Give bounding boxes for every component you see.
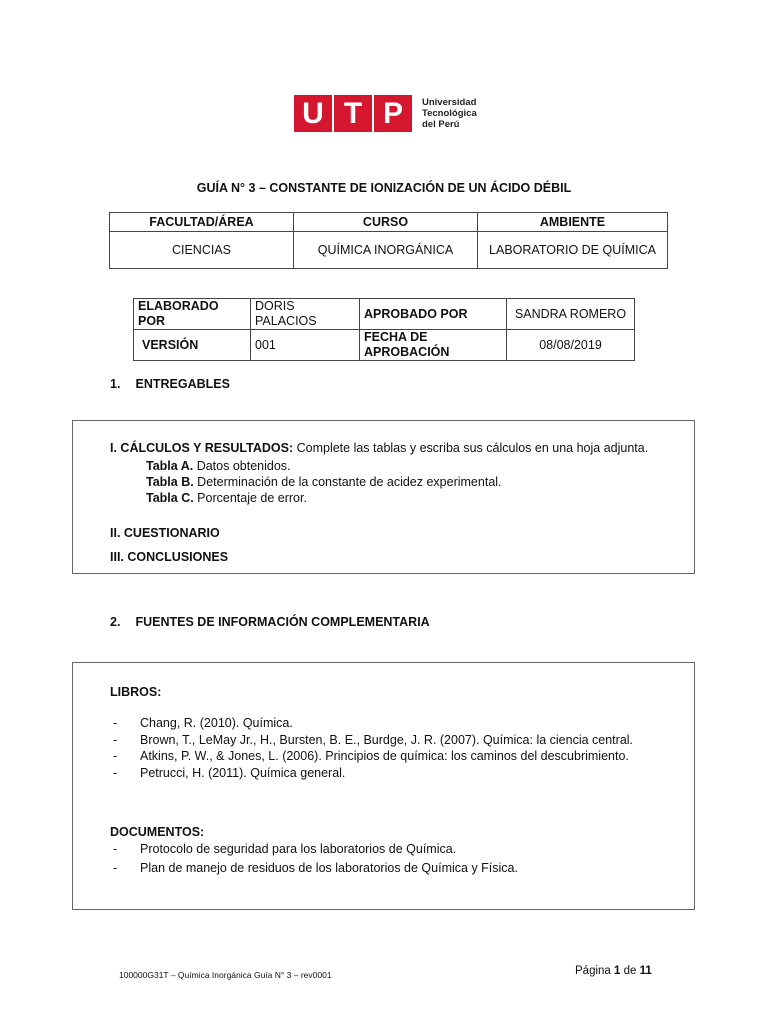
documento-text: Plan de manejo de residuos de los laboratorios de Química y Física.: [140, 861, 518, 875]
utp-logo: [294, 95, 477, 132]
version-row: [134, 330, 635, 361]
item-calculos-text: Complete las tablas y escriba sus cálculos en una hoja adjunta.: [293, 441, 649, 455]
value-curso: QUÍMICA INORGÁNICA: [294, 232, 478, 269]
logo-text: [422, 97, 477, 130]
tabla-c-item: [146, 491, 307, 505]
tabla-b-label: Tabla B.: [146, 475, 194, 489]
documentos-label: DOCUMENTOS:: [110, 825, 205, 839]
dash: -: [113, 733, 118, 747]
dash: -: [113, 716, 118, 730]
libros-label: LIBROS:: [110, 685, 162, 699]
section-title: FUENTES DE INFORMACIÓN COMPLEMENTARIA: [135, 615, 430, 629]
section-title: ENTREGABLES: [135, 377, 230, 391]
elaborado-label: ELABORADO POR: [134, 299, 251, 330]
section-fuentes-heading: [110, 615, 430, 629]
footer-page-number: [575, 965, 652, 977]
version-label-text: VERSIÓN: [142, 337, 199, 352]
libro-text: Atkins, P. W., & Jones, L. (2006). Principios de química: los caminos del descubrimiento.: [140, 749, 629, 763]
logo-text-line: del Perú: [422, 119, 460, 130]
tabla-b-item: [146, 475, 502, 489]
tabla-c-text: Porcentaje de error.: [193, 491, 307, 505]
fecha-label: FECHA DE APROBACIÓN: [360, 330, 507, 361]
logo-letter-p: P: [374, 95, 412, 132]
tabla-a-item: [146, 459, 291, 473]
libro-item: [113, 749, 629, 763]
value-facultad: CIENCIAS: [110, 232, 294, 269]
fecha-value: 08/08/2019: [507, 330, 635, 361]
section-number: 1.: [110, 377, 121, 391]
item-calculos-label: I. CÁLCULOS Y RESULTADOS:: [110, 441, 294, 455]
aprobado-value: SANDRA ROMERO: [507, 299, 635, 330]
version-label: [134, 330, 251, 361]
logo-letter-t: T: [334, 95, 372, 132]
libro-text: Chang, R. (2010). Química.: [140, 716, 293, 730]
tabla-c-label: Tabla C.: [146, 491, 194, 505]
documento-item: [113, 861, 518, 875]
libro-text: Brown, T., LeMay Jr., H., Bursten, B. E., Burdge, J. R. (2007). Química: la ciencia central.: [140, 733, 634, 747]
value-ambiente: LABORATORIO DE QUÍMICA: [478, 232, 668, 269]
version-value: 001: [251, 330, 360, 361]
tabla-a-text: Datos obtenidos.: [193, 459, 291, 473]
info-table-header-row: [110, 213, 668, 232]
logo-letter-u: U: [294, 95, 332, 132]
tabla-b-text: Determinación de la constante de acidez experimental.: [193, 475, 502, 489]
item-calculos: [110, 441, 648, 455]
page-prefix: Página: [575, 965, 615, 977]
libro-text: Petrucci, H. (2011). Química general.: [140, 766, 346, 780]
approval-table: [133, 298, 635, 361]
page-title: GUÍA N° 3 – CONSTANTE DE IONIZACIÓN DE UN ÁCIDO DÉBIL: [196, 181, 572, 195]
approval-row: [134, 299, 635, 330]
dash: -: [113, 766, 118, 780]
page-current: 1: [614, 965, 621, 977]
dash: -: [113, 861, 118, 875]
page-total: 11: [639, 965, 652, 977]
item-cuestionario: II. CUESTIONARIO: [110, 526, 220, 540]
info-table: [109, 212, 668, 269]
header-ambiente: AMBIENTE: [478, 213, 668, 232]
section-entregables-heading: [110, 377, 230, 391]
dash: -: [113, 749, 118, 763]
header-facultad: FACULTAD/ÁREA: [110, 213, 294, 232]
libro-item: [113, 716, 293, 730]
header-curso: CURSO: [294, 213, 478, 232]
libro-item: [113, 766, 345, 780]
info-table-value-row: [110, 232, 668, 269]
aprobado-label: APROBADO POR: [360, 299, 507, 330]
footer-document-code: 100000G31T – Química Inorgánica Guía N° 3 – rev0001: [119, 970, 332, 980]
libro-item: [113, 733, 633, 747]
documento-text: Protocolo de seguridad para los laboratorios de Química.: [140, 842, 457, 856]
tabla-a-label: Tabla A.: [146, 459, 194, 473]
elaborado-value: DORIS PALACIOS: [251, 299, 360, 330]
logo-text-line: Universidad: [422, 97, 477, 108]
page-mid: de: [620, 965, 640, 977]
dash: -: [113, 842, 118, 856]
item-conclusiones: III. CONCLUSIONES: [110, 550, 229, 564]
section-number: 2.: [110, 615, 121, 629]
logo-text-line: Tecnológica: [422, 108, 477, 119]
documento-item: [113, 842, 456, 856]
